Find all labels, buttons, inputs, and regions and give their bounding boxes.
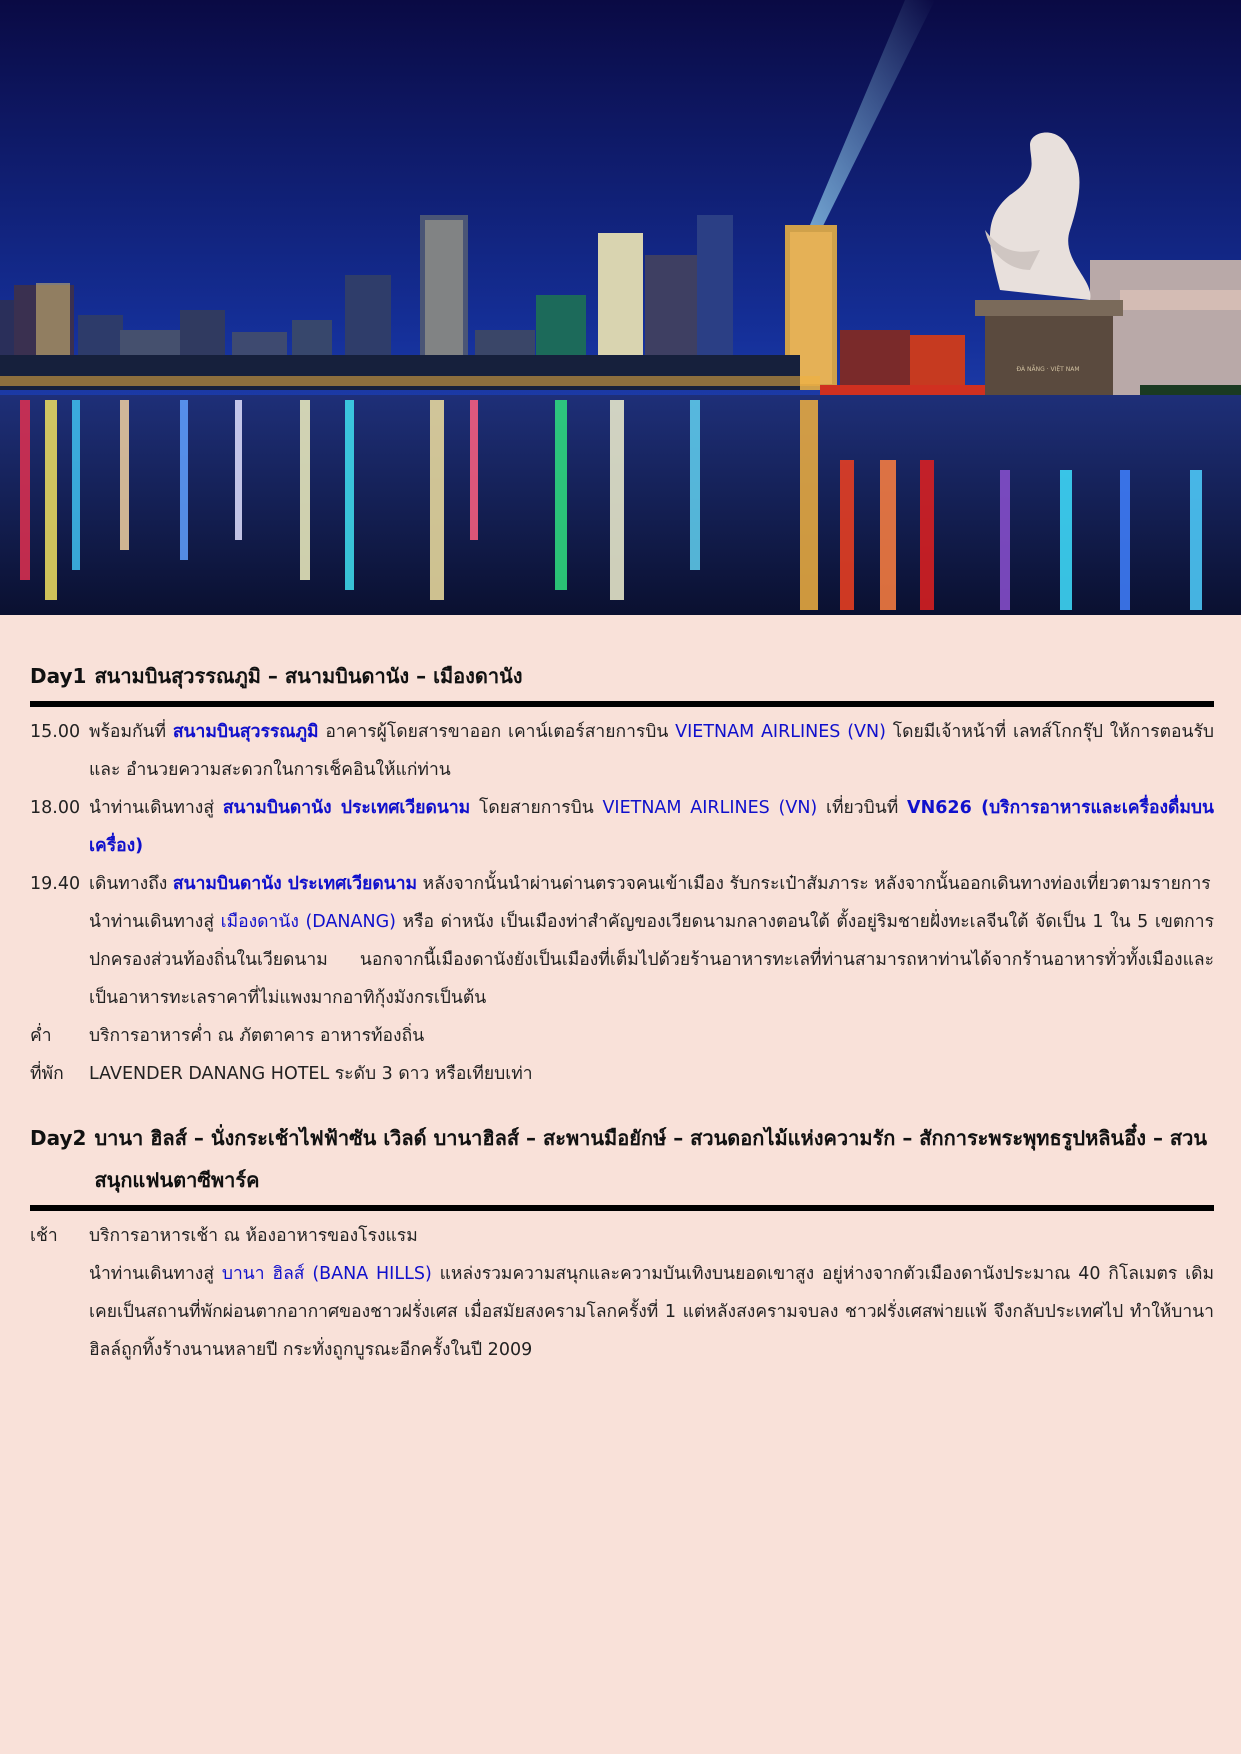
itinerary bbox=[30, 655, 1214, 1369]
day1-heading bbox=[30, 655, 1214, 697]
highlight-place: บานา ฮิลส์ (BANA HILLS) bbox=[221, 1264, 432, 1284]
highlight-airline: VIETNAM AIRLINES (VN) bbox=[675, 722, 886, 742]
row-description bbox=[89, 1055, 1214, 1093]
day1-divider bbox=[30, 701, 1214, 707]
schedule-row-1800 bbox=[30, 789, 1214, 865]
text-segment: พร้อมกันที่ bbox=[89, 722, 173, 742]
row-description bbox=[89, 1217, 1214, 1255]
row-time: เช้า bbox=[30, 1226, 58, 1246]
row-time: 19.40 bbox=[30, 874, 81, 894]
text-segment: หลังจากนั้นนำผ่านด่านตรวจคนเข้าเมือง รับกระเป๋าสัมภาระ หลังจากนั้นออกเดินทางท่องเที่ยวตามรายการ bbox=[417, 874, 1211, 894]
day1-section bbox=[30, 655, 1214, 1093]
row-time: 15.00 bbox=[30, 722, 81, 742]
text-segment: โดยสายการบิน bbox=[470, 798, 603, 818]
schedule-row-1500 bbox=[30, 713, 1214, 789]
row-time bbox=[30, 1255, 89, 1369]
text-segment: อาคารผู้โดยสารขาออก เคาน์เตอร์สายการบิน bbox=[318, 722, 676, 742]
day1-number: Day1 bbox=[30, 664, 87, 688]
schedule-row-dinner bbox=[30, 1017, 1214, 1055]
row-description bbox=[89, 789, 1214, 865]
highlight-place: สนามบินดานัง ประเทศเวียดนาม bbox=[172, 874, 418, 894]
highlight-place: สนามบินสุวรรณภูมิ bbox=[172, 722, 319, 742]
text-segment: บริการอาหารค่ำ ณ ภัตตาคาร อาหารท้องถิ่น bbox=[89, 1026, 425, 1046]
text-segment: นำท่านเดินทางสู่ bbox=[89, 1264, 222, 1284]
row-description bbox=[89, 903, 1214, 1017]
day1-title: สนามบินสุวรรณภูมิ – สนามบินดานัง – เมืองดานัง bbox=[94, 664, 523, 688]
text-segment: เที่ยวบินที่ bbox=[817, 798, 908, 818]
day2-number: Day2 bbox=[30, 1126, 87, 1150]
row-description bbox=[89, 713, 1214, 789]
row-time bbox=[30, 903, 89, 1017]
row-description bbox=[89, 1255, 1214, 1369]
danang-night-skyline-image bbox=[0, 0, 1241, 615]
text-segment: บริการอาหารเช้า ณ ห้องอาหารของโรงแรม bbox=[89, 1226, 418, 1246]
day2-divider bbox=[30, 1205, 1214, 1211]
highlight-airline: VIETNAM AIRLINES (VN) bbox=[602, 798, 818, 818]
text-segment: LAVENDER DANANG HOTEL ระดับ 3 ดาว หรือเทียบเท่า bbox=[89, 1064, 533, 1084]
row-time: ที่พัก bbox=[30, 1064, 64, 1084]
row-time: 18.00 bbox=[30, 798, 81, 818]
highlight-flight: VN626 (บริการอาหารและเครื่องดื่มบนเครื่อง) bbox=[89, 798, 1215, 856]
text-segment: หรือ ด่าหนัง เป็นเมืองท่าสำคัญของเวียดนามกลางตอนใต้ ตั้งอยู่ริมชายฝั่งทะเลจีนใต้ จัดเป็น 1 ใน 5 เขตการปกครองส่วนท้องถิ่นในเวียดนาม นอกจากนี้เมืองดานังยังเป็นเมืองที่เต็มไปด้วยร้านอาหารทะเลที่ท่านสามารถหาท่านได้จากร้านอาหารทั่วทั้งเมืองและเป็นอาหารทะเลราคาที่ไม่แพงมากอาทิกุ้งมังกรเป็นต้น bbox=[89, 912, 1215, 1008]
text-segment: เดินทางถึง bbox=[89, 874, 173, 894]
schedule-row-1940 bbox=[30, 865, 1214, 903]
row-time: ค่ำ bbox=[30, 1026, 52, 1046]
text-segment: นำท่านเดินทางสู่ bbox=[89, 798, 223, 818]
row-description bbox=[89, 865, 1214, 903]
schedule-row-hotel bbox=[30, 1055, 1214, 1093]
schedule-row-breakfast bbox=[30, 1217, 1214, 1255]
text-segment: นำท่านเดินทางสู่ bbox=[89, 912, 221, 932]
hero-image bbox=[0, 0, 1241, 615]
day2-section bbox=[30, 1117, 1214, 1369]
row-description bbox=[89, 1017, 1214, 1055]
text-segment: โดยมีเจ้าหน้าที่ เลทส์โกกรุ๊ป ให้การตอนรับ และ อำนวยความสะดวกในการเช็คอินให้แก่ท่าน bbox=[89, 722, 1215, 780]
schedule-row-danang bbox=[30, 903, 1214, 1017]
day2-heading bbox=[30, 1117, 1214, 1201]
text-segment: แหล่งรวมความสนุกและความบันเทิงบนยอดเขาสูง อยู่ห่างจากตัวเมืองดานังประมาณ 40 กิโลเมตร เดิมเคยเป็นสถานที่พักผ่อนตากอากาศของชาวฝรั่งเศส เมื่อสมัยสงครามโลกครั้งที่ 1 แต่หลังสงครามจบลง ชาวฝรั่งเศสพ่ายแพ้ จึงกลับประเทศไป ทำให้บานาฮิลล์ถูกทิ้งร้างนานหลายปี กระทั่งถูกบูรณะอีกครั้งในปี 2009 bbox=[89, 1264, 1215, 1360]
schedule-row-bana-hills bbox=[30, 1255, 1214, 1369]
highlight-place: สนามบินดานัง ประเทศเวียดนาม bbox=[222, 798, 471, 818]
day2-title: บานา ฮิลส์ – นั่งกระเช้าไฟฟ้าซัน เวิลด์ บานาฮิลส์ – สะพานมือยักษ์ – สวนดอกไม้แห่งความรัก – สักการะพระพุทธรูปหลินอึ๋ง – สวนสนุกแฟนตาซีพาร์ค bbox=[94, 1126, 1208, 1192]
landmark-label: ĐÀ NẴNG · VIỆT NAM bbox=[1016, 366, 1080, 373]
highlight-place: เมืองดานัง (DANANG) bbox=[220, 912, 396, 932]
